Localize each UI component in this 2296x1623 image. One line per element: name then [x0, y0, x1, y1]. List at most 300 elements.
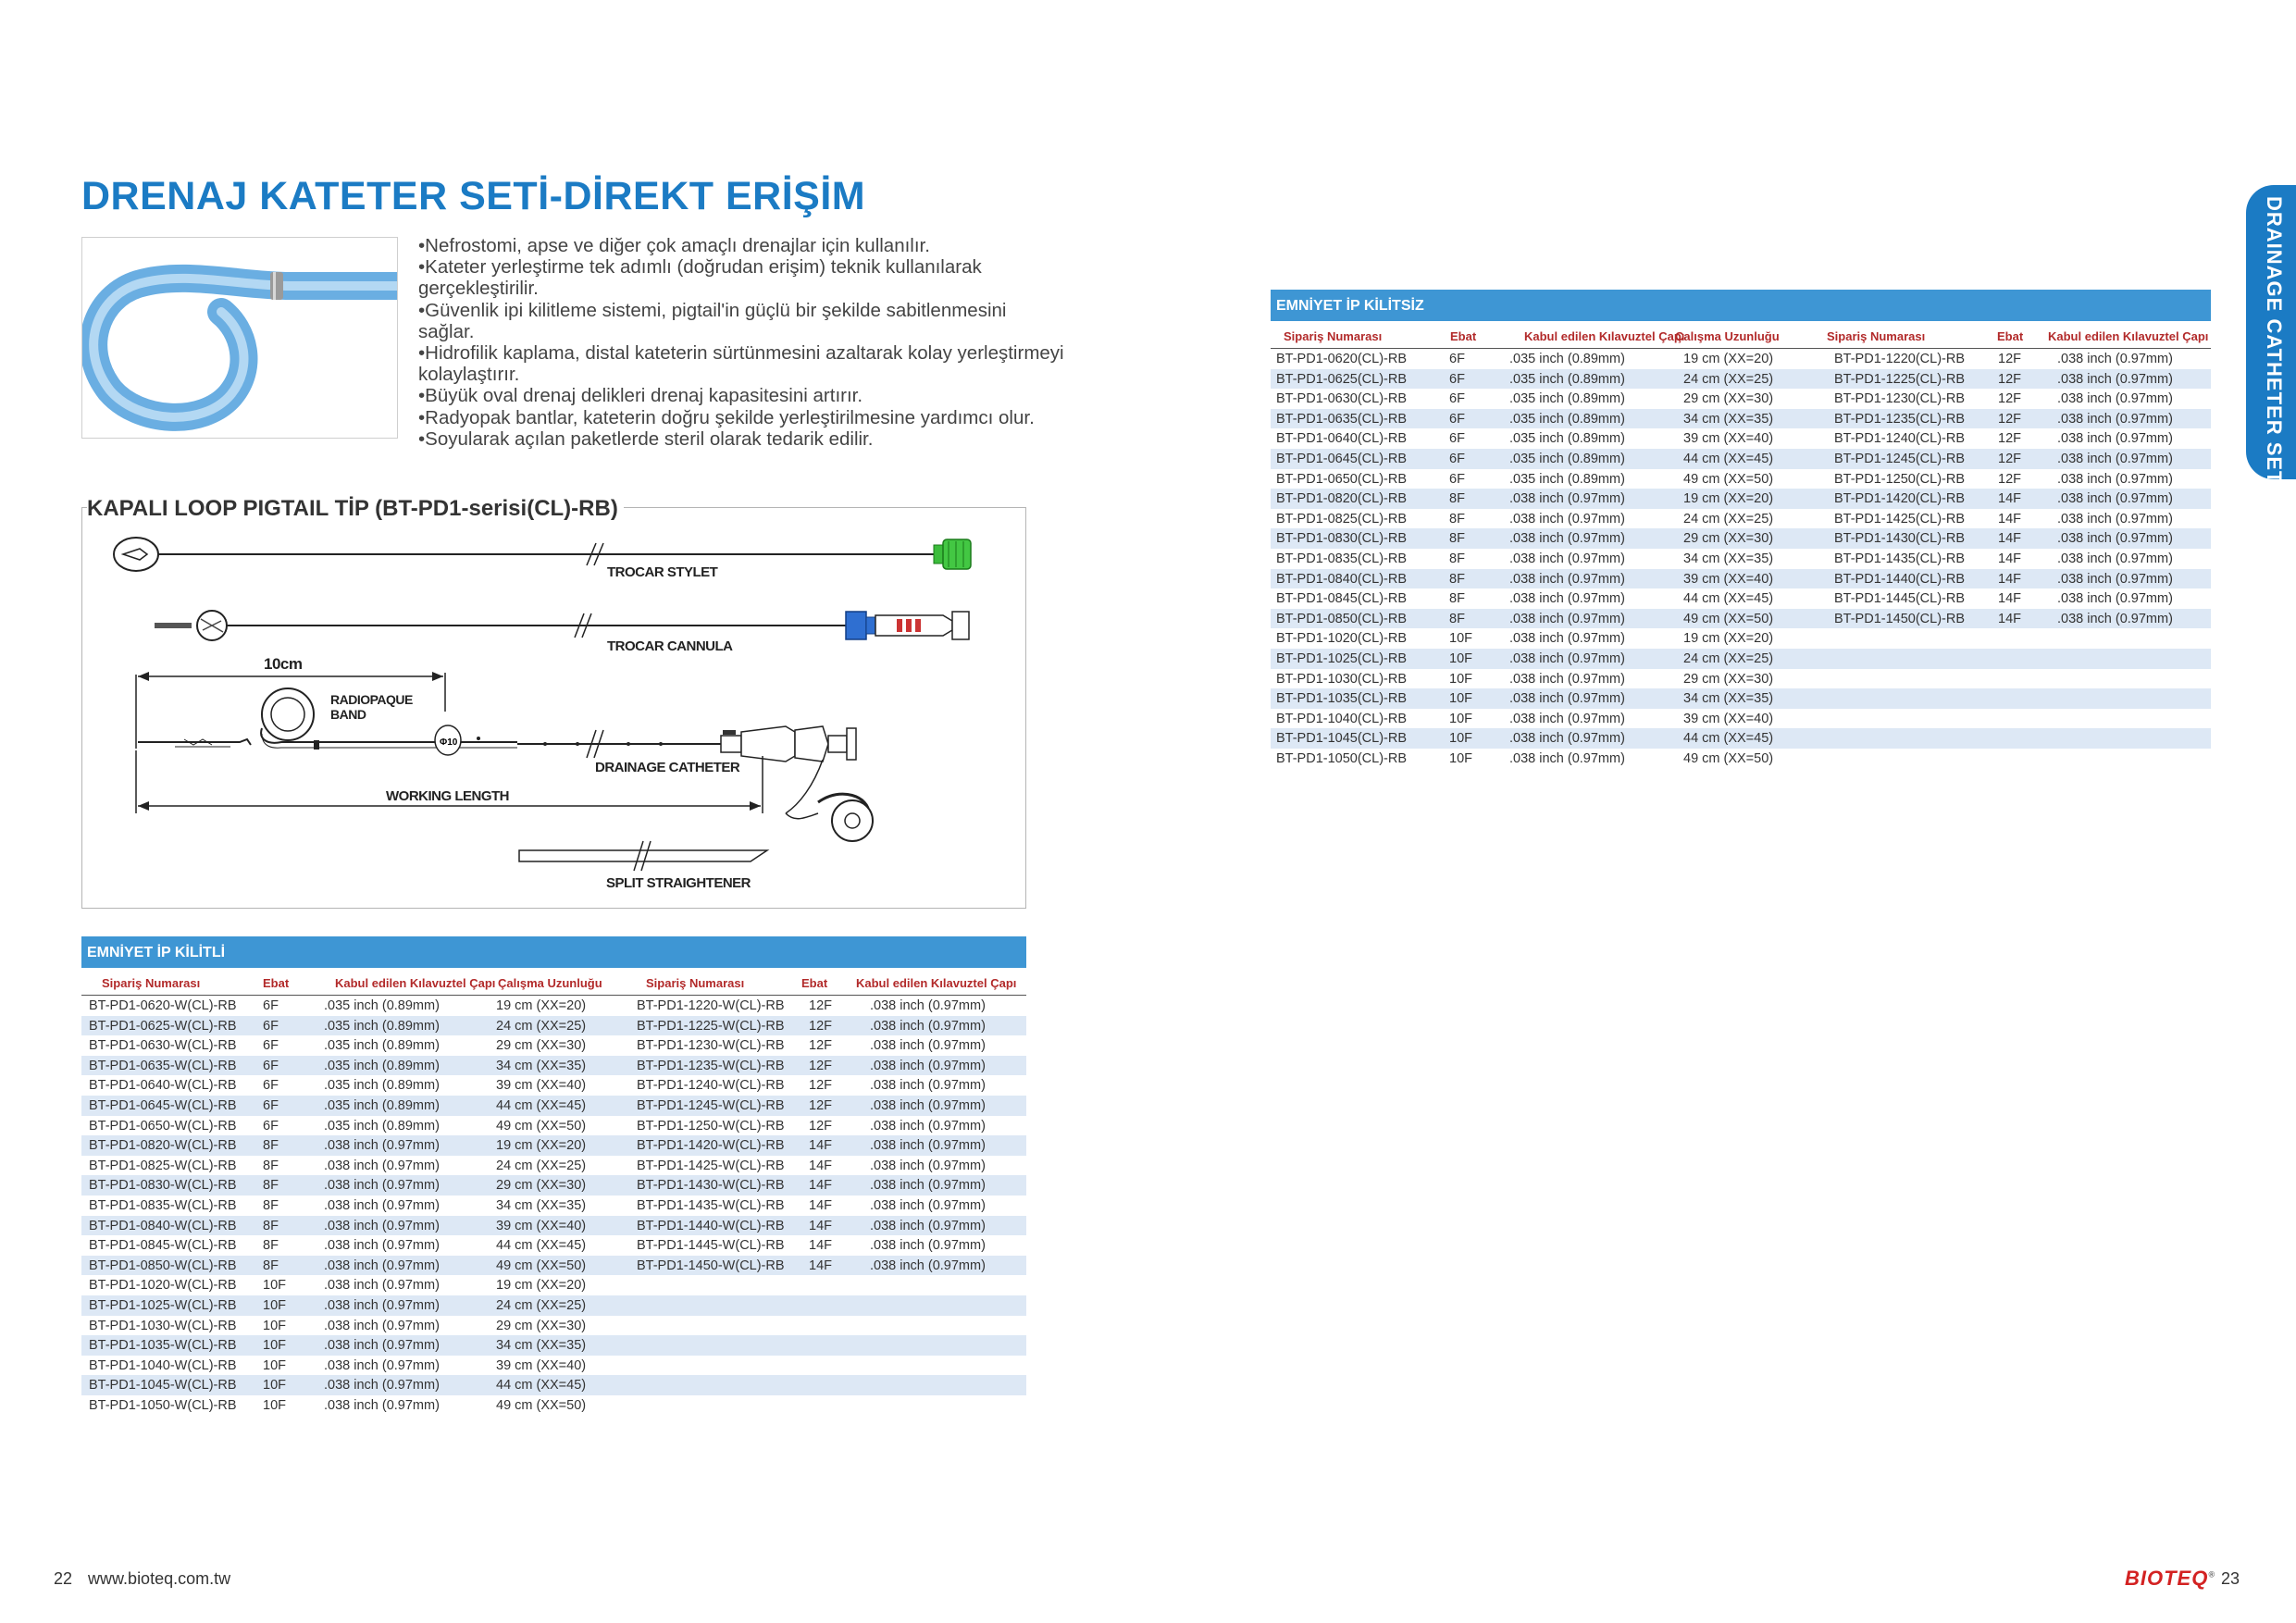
feature-item: •Hidrofilik kaplama, distal kateterin sürtünmesini azaltarak kolay yerleştirmeyi kolaylaştırır. — [418, 342, 1064, 386]
table-cell: .035 inch (0.89mm) — [1509, 471, 1625, 487]
table-cell: .035 inch (0.89mm) — [324, 998, 440, 1013]
table-row — [81, 1016, 1026, 1036]
table-cell: .038 inch (0.97mm) — [2057, 491, 2173, 507]
table-cell: BT-PD1-1425-W(CL)-RB — [637, 1158, 785, 1173]
table-cell: BT-PD1-0635(CL)-RB — [1276, 411, 1408, 427]
table-cell: 49 cm (XX=50) — [496, 1397, 587, 1413]
table-cell: BT-PD1-1445(CL)-RB — [1834, 591, 1966, 607]
table-cell: .035 inch (0.89mm) — [1509, 411, 1625, 427]
table-cell: BT-PD1-1035(CL)-RB — [1276, 691, 1408, 707]
table-cell: .035 inch (0.89mm) — [324, 1038, 440, 1054]
table-body — [81, 996, 1026, 1415]
table-cell: .038 inch (0.97mm) — [870, 1038, 986, 1054]
table-cell: 14F — [809, 1138, 832, 1154]
table-cell: 8F — [1449, 611, 1465, 626]
table-cell: BT-PD1-0630-W(CL)-RB — [89, 1038, 237, 1054]
table-cell: 10F — [263, 1378, 286, 1394]
table-cell: BT-PD1-1225(CL)-RB — [1834, 371, 1966, 387]
table-row — [81, 1156, 1026, 1176]
column-header: Sipariş Numarası — [646, 976, 745, 990]
table-cell: .038 inch (0.97mm) — [870, 1158, 986, 1173]
table-cell: 10F — [1449, 631, 1472, 647]
table-cell: .038 inch (0.97mm) — [324, 1378, 440, 1394]
table-row — [81, 1275, 1026, 1295]
table-cell: BT-PD1-1230(CL)-RB — [1834, 391, 1966, 407]
table-cell: 39 cm (XX=40) — [1683, 431, 1774, 447]
table-cell: 8F — [263, 1138, 279, 1154]
table-cell: BT-PD1-0830(CL)-RB — [1276, 531, 1408, 547]
logo-text: BIOTEQ — [2125, 1567, 2209, 1590]
feature-item: •Radyopak bantlar, kateterin doğru şekilde yerleştirilmesine yardımcı olur. — [418, 406, 1035, 428]
table-cell: .038 inch (0.97mm) — [1509, 671, 1625, 687]
table-header: EMNİYET İP KİLİTLİ — [81, 936, 1026, 968]
table-cell: 10F — [263, 1318, 286, 1333]
table-cell: 49 cm (XX=50) — [496, 1118, 587, 1134]
table-cell: BT-PD1-0635-W(CL)-RB — [89, 1058, 237, 1073]
table-row — [1271, 528, 2211, 549]
table-cell: .038 inch (0.97mm) — [870, 998, 986, 1013]
table-row — [81, 1395, 1026, 1416]
table-row — [81, 1356, 1026, 1376]
table-cell: BT-PD1-1030(CL)-RB — [1276, 671, 1408, 687]
table-cell: .038 inch (0.97mm) — [1509, 611, 1625, 626]
column-header: Kabul edilen Kılavuztel Çapı — [2048, 329, 2209, 343]
table-cell: BT-PD1-0850(CL)-RB — [1276, 611, 1408, 626]
table-cell: 34 cm (XX=35) — [1683, 691, 1774, 707]
table-cell: .035 inch (0.89mm) — [1509, 451, 1625, 466]
table-cell: 44 cm (XX=45) — [1683, 451, 1774, 466]
table-cell: .038 inch (0.97mm) — [324, 1278, 440, 1294]
table-cell: 10F — [263, 1297, 286, 1313]
table-cell: .038 inch (0.97mm) — [2057, 411, 2173, 427]
technical-diagram — [81, 507, 1026, 909]
table-cell: .038 inch (0.97mm) — [870, 1078, 986, 1094]
table-cell: BT-PD1-1050(CL)-RB — [1276, 750, 1408, 766]
table-cell: BT-PD1-1045(CL)-RB — [1276, 731, 1408, 747]
column-header: Ebat — [1450, 329, 1477, 343]
table-cell: 19 cm (XX=20) — [1683, 491, 1774, 507]
table-cell: 29 cm (XX=30) — [496, 1318, 587, 1333]
table-cell: BT-PD1-1435-W(CL)-RB — [637, 1197, 785, 1213]
feature-item: •Soyularak açılan paketlerde steril olarak tedarik edilir. — [418, 427, 874, 450]
table-no-safety-lock — [1271, 290, 2211, 768]
table-cell: 14F — [1998, 571, 2021, 587]
table-cell: 6F — [1449, 451, 1465, 466]
table-cell: 34 cm (XX=35) — [1683, 411, 1774, 427]
table-cell: .038 inch (0.97mm) — [870, 1118, 986, 1134]
pigtail-catheter-illustration — [82, 238, 398, 439]
feature-item: •Güvenlik ipi kilitleme sistemi, pigtail'in güçlü bir şekilde sabitlenmesini sağlar. — [418, 299, 1007, 342]
registered-mark: ® — [2208, 1569, 2215, 1580]
column-header: Kabul edilen Kılavuztel Çapı — [1524, 329, 1685, 343]
table-cell: .038 inch (0.97mm) — [2057, 391, 2173, 407]
table-cell: 34 cm (XX=35) — [496, 1338, 587, 1354]
table-row — [1271, 569, 2211, 589]
table-cell: BT-PD1-0625(CL)-RB — [1276, 371, 1408, 387]
table-cell: .038 inch (0.97mm) — [1509, 731, 1625, 747]
table-cell: 14F — [1998, 551, 2021, 566]
table-cell: BT-PD1-1435(CL)-RB — [1834, 551, 1966, 566]
column-header: Ebat — [1997, 329, 2024, 343]
table-cell: 8F — [263, 1258, 279, 1273]
table-cell: .038 inch (0.97mm) — [1509, 531, 1625, 547]
trocar-cannula-label: TROCAR CANNULA — [607, 638, 733, 654]
table-cell: .035 inch (0.89mm) — [1509, 371, 1625, 387]
table-cell: BT-PD1-0835(CL)-RB — [1276, 551, 1408, 566]
table-cell: .038 inch (0.97mm) — [870, 1178, 986, 1194]
table-row — [81, 1056, 1026, 1076]
table-cell: 14F — [1998, 611, 2021, 626]
table-cell: 19 cm (XX=20) — [1683, 352, 1774, 366]
table-cell: .038 inch (0.97mm) — [324, 1258, 440, 1273]
table-row — [81, 1075, 1026, 1096]
table-cell: 34 cm (XX=35) — [1683, 551, 1774, 566]
table-cell: 44 cm (XX=45) — [496, 1238, 587, 1254]
table-cell: 8F — [1449, 491, 1465, 507]
table-cell: 14F — [1998, 591, 2021, 607]
table-cell: BT-PD1-1025-W(CL)-RB — [89, 1297, 237, 1313]
column-headers — [81, 968, 1026, 996]
table-cell: BT-PD1-1230-W(CL)-RB — [637, 1038, 785, 1054]
column-header: Ebat — [801, 976, 828, 990]
table-cell: 10F — [1449, 750, 1472, 766]
table-cell: .038 inch (0.97mm) — [324, 1318, 440, 1333]
table-body — [1271, 349, 2211, 768]
column-header: Kabul edilen Kılavuztel Çapı — [335, 976, 496, 990]
table-cell: .038 inch (0.97mm) — [1509, 591, 1625, 607]
table-cell: BT-PD1-0830-W(CL)-RB — [89, 1178, 237, 1194]
table-cell: BT-PD1-1420(CL)-RB — [1834, 491, 1966, 507]
table-cell: .038 inch (0.97mm) — [2057, 611, 2173, 626]
table-cell: .035 inch (0.89mm) — [324, 1118, 440, 1134]
table-cell: .038 inch (0.97mm) — [324, 1197, 440, 1213]
table-cell: BT-PD1-1220-W(CL)-RB — [637, 998, 785, 1013]
table-cell: 14F — [1998, 511, 2021, 527]
table-cell: BT-PD1-1250(CL)-RB — [1834, 471, 1966, 487]
table-row — [81, 1295, 1026, 1316]
feature-item: •Kateter yerleştirme tek adımlı (doğrudan erişim) teknik kullanılarak gerçekleştirilir. — [418, 256, 982, 300]
table-cell: .038 inch (0.97mm) — [324, 1238, 440, 1254]
table-cell: 8F — [263, 1197, 279, 1213]
table-cell: 8F — [1449, 511, 1465, 527]
radiopaque-label: RADIOPAQUE — [330, 692, 413, 707]
table-cell: BT-PD1-0835-W(CL)-RB — [89, 1197, 237, 1213]
table-cell: BT-PD1-1040-W(CL)-RB — [89, 1357, 237, 1373]
page-number-right: 23 — [2221, 1569, 2240, 1588]
table-cell: 29 cm (XX=30) — [496, 1178, 587, 1194]
trocar-stylet-label: TROCAR STYLET — [607, 564, 718, 580]
table-row — [1271, 628, 2211, 649]
table-cell: .038 inch (0.97mm) — [1509, 631, 1625, 647]
table-cell: 39 cm (XX=40) — [496, 1218, 587, 1233]
table-row — [1271, 369, 2211, 390]
table-cell: .038 inch (0.97mm) — [870, 1058, 986, 1073]
table-cell: 10F — [1449, 671, 1472, 687]
table-row — [81, 1196, 1026, 1216]
table-row — [81, 1096, 1026, 1116]
table-cell: 10F — [263, 1357, 286, 1373]
table-cell: BT-PD1-1445-W(CL)-RB — [637, 1238, 785, 1254]
table-cell: BT-PD1-1040(CL)-RB — [1276, 711, 1408, 726]
table-cell: BT-PD1-0645-W(CL)-RB — [89, 1097, 237, 1113]
table-cell: BT-PD1-1440(CL)-RB — [1834, 571, 1966, 587]
table-row — [81, 1035, 1026, 1056]
table-cell: .038 inch (0.97mm) — [2057, 591, 2173, 607]
table-cell: 6F — [1449, 411, 1465, 427]
table-row — [1271, 469, 2211, 489]
table-cell: .038 inch (0.97mm) — [324, 1357, 440, 1373]
table-row — [81, 1316, 1026, 1336]
table-safety-lock — [81, 936, 1026, 1415]
table-cell: BT-PD1-0825-W(CL)-RB — [89, 1158, 237, 1173]
table-cell: BT-PD1-0640-W(CL)-RB — [89, 1078, 237, 1094]
table-row — [1271, 509, 2211, 529]
table-cell: .038 inch (0.97mm) — [870, 1097, 986, 1113]
table-cell: 6F — [263, 1058, 279, 1073]
split-straightener-label: SPLIT STRAIGHTENER — [606, 875, 751, 891]
table-row — [1271, 549, 2211, 569]
table-cell: 12F — [809, 1118, 832, 1134]
table-cell: 12F — [1998, 431, 2021, 447]
table-row — [81, 1135, 1026, 1156]
product-image — [81, 237, 398, 439]
table-cell: .038 inch (0.97mm) — [1509, 571, 1625, 587]
table-cell: BT-PD1-0840(CL)-RB — [1276, 571, 1408, 587]
table-cell: BT-PD1-1235-W(CL)-RB — [637, 1058, 785, 1073]
table-cell: 14F — [809, 1258, 832, 1273]
column-header: Çalışma Uzunluğu — [498, 976, 602, 990]
split-straightener-drawing — [519, 841, 767, 891]
table-cell: .038 inch (0.97mm) — [870, 1258, 986, 1273]
table-cell: 6F — [1449, 352, 1465, 366]
table-row — [1271, 609, 2211, 629]
table-cell: .038 inch (0.97mm) — [2057, 551, 2173, 566]
table-cell: BT-PD1-0625-W(CL)-RB — [89, 1018, 237, 1034]
table-cell: BT-PD1-0825(CL)-RB — [1276, 511, 1408, 527]
table-cell: 6F — [263, 1097, 279, 1113]
table-cell: 8F — [1449, 531, 1465, 547]
table-cell: 39 cm (XX=40) — [496, 1078, 587, 1094]
table-cell: 10F — [1449, 650, 1472, 666]
table-row — [1271, 409, 2211, 429]
table-cell: 19 cm (XX=20) — [1683, 631, 1774, 647]
table-cell: BT-PD1-0845-W(CL)-RB — [89, 1238, 237, 1254]
table-cell: BT-PD1-1050-W(CL)-RB — [89, 1397, 237, 1413]
table-cell: 10F — [263, 1397, 286, 1413]
table-cell: 44 cm (XX=45) — [496, 1097, 587, 1113]
table-row — [81, 1235, 1026, 1256]
table-row — [1271, 688, 2211, 709]
table-cell: BT-PD1-0845(CL)-RB — [1276, 591, 1408, 607]
table-cell: .038 inch (0.97mm) — [324, 1158, 440, 1173]
table-cell: .038 inch (0.97mm) — [870, 1197, 986, 1213]
table-row — [81, 1175, 1026, 1196]
table-cell: .038 inch (0.97mm) — [1509, 711, 1625, 726]
table-cell: .038 inch (0.97mm) — [324, 1138, 440, 1154]
table-cell: 12F — [1998, 352, 2021, 366]
table-cell: BT-PD1-0620-W(CL)-RB — [89, 998, 237, 1013]
column-header: Ebat — [263, 976, 290, 990]
table-cell: 6F — [1449, 371, 1465, 387]
table-row — [1271, 489, 2211, 509]
table-cell: BT-PD1-1020-W(CL)-RB — [89, 1278, 237, 1294]
table-cell: BT-PD1-1425(CL)-RB — [1834, 511, 1966, 527]
table-row — [1271, 588, 2211, 609]
table-cell: BT-PD1-1235(CL)-RB — [1834, 411, 1966, 427]
table-cell: 8F — [263, 1158, 279, 1173]
trocar-cannula-drawing — [155, 611, 969, 654]
table-cell: BT-PD1-0850-W(CL)-RB — [89, 1258, 237, 1273]
table-cell: .038 inch (0.97mm) — [324, 1218, 440, 1233]
table-cell: BT-PD1-1450-W(CL)-RB — [637, 1258, 785, 1273]
table-cell: .035 inch (0.89mm) — [1509, 391, 1625, 407]
table-cell: 29 cm (XX=30) — [1683, 531, 1774, 547]
table-cell: .035 inch (0.89mm) — [1509, 431, 1625, 447]
table-cell: BT-PD1-0840-W(CL)-RB — [89, 1218, 237, 1233]
table-cell: 8F — [263, 1238, 279, 1254]
table-cell: .038 inch (0.97mm) — [1509, 750, 1625, 766]
table-cell: 24 cm (XX=25) — [496, 1297, 587, 1313]
table-cell: 10F — [263, 1278, 286, 1294]
table-cell: 14F — [809, 1238, 832, 1254]
column-header: Kabul edilen Kılavuztel Çapı — [856, 976, 1017, 990]
table-cell: .035 inch (0.89mm) — [324, 1078, 440, 1094]
table-cell: BT-PD1-0650(CL)-RB — [1276, 471, 1408, 487]
table-cell: BT-PD1-1035-W(CL)-RB — [89, 1338, 237, 1354]
table-cell: .038 inch (0.97mm) — [870, 1138, 986, 1154]
table-cell: BT-PD1-1245(CL)-RB — [1834, 451, 1966, 466]
table-cell: 24 cm (XX=25) — [496, 1158, 587, 1173]
table-cell: .035 inch (0.89mm) — [324, 1097, 440, 1113]
table-cell: BT-PD1-1045-W(CL)-RB — [89, 1378, 237, 1394]
diameter-label: Φ10 — [440, 737, 458, 748]
table-cell: 44 cm (XX=45) — [1683, 731, 1774, 747]
table-cell: .038 inch (0.97mm) — [1509, 691, 1625, 707]
table-row — [1271, 649, 2211, 669]
table-cell: .038 inch (0.97mm) — [2057, 431, 2173, 447]
table-cell: 10F — [1449, 691, 1472, 707]
table-cell: BT-PD1-0640(CL)-RB — [1276, 431, 1408, 447]
column-header: Çalışma Uzunluğu — [1675, 329, 1780, 343]
table-cell: BT-PD1-0650-W(CL)-RB — [89, 1118, 237, 1134]
page-title: DRENAJ KATETER SETİ-DİREKT ERİŞİM — [81, 174, 866, 218]
table-row — [81, 1335, 1026, 1356]
table-header: EMNİYET İP KİLİTSİZ — [1271, 290, 2211, 321]
table-cell: 14F — [809, 1197, 832, 1213]
table-row — [1271, 349, 2211, 369]
bioteq-logo — [2125, 1567, 2215, 1591]
table-cell: BT-PD1-0645(CL)-RB — [1276, 451, 1408, 466]
table-row — [1271, 749, 2211, 769]
table-row — [81, 1375, 1026, 1395]
table-cell: .038 inch (0.97mm) — [2057, 511, 2173, 527]
table-cell: BT-PD1-1030-W(CL)-RB — [89, 1318, 237, 1333]
table-cell: BT-PD1-1240(CL)-RB — [1834, 431, 1966, 447]
table-cell: 49 cm (XX=50) — [1683, 750, 1774, 766]
table-cell: .038 inch (0.97mm) — [870, 1018, 986, 1034]
table-cell: 12F — [809, 1038, 832, 1054]
table-cell: 6F — [1449, 471, 1465, 487]
table-cell: BT-PD1-1020(CL)-RB — [1276, 631, 1408, 647]
table-cell: 34 cm (XX=35) — [496, 1197, 587, 1213]
table-cell: 12F — [1998, 391, 2021, 407]
table-cell: .038 inch (0.97mm) — [1509, 551, 1625, 566]
ten-cm-label: 10cm — [264, 655, 303, 673]
table-cell: BT-PD1-0620(CL)-RB — [1276, 352, 1408, 366]
table-cell: 29 cm (XX=30) — [496, 1038, 587, 1054]
table-cell: 6F — [1449, 431, 1465, 447]
table-cell: .035 inch (0.89mm) — [1509, 352, 1625, 366]
table-cell: 12F — [1998, 471, 2021, 487]
table-cell: BT-PD1-1245-W(CL)-RB — [637, 1097, 785, 1113]
table-cell: 19 cm (XX=20) — [496, 1278, 587, 1294]
table-cell: .038 inch (0.97mm) — [2057, 371, 2173, 387]
table-cell: BT-PD1-1430(CL)-RB — [1834, 531, 1966, 547]
table-cell: 12F — [809, 998, 832, 1013]
table-row — [1271, 709, 2211, 729]
table-cell: 6F — [263, 1118, 279, 1134]
table-cell: .038 inch (0.97mm) — [1509, 650, 1625, 666]
table-cell: BT-PD1-1250-W(CL)-RB — [637, 1118, 785, 1134]
table-cell: .038 inch (0.97mm) — [870, 1238, 986, 1254]
table-cell: 14F — [809, 1218, 832, 1233]
table-cell: 14F — [1998, 531, 2021, 547]
table-cell: 12F — [809, 1018, 832, 1034]
table-row — [1271, 389, 2211, 409]
table-cell: 29 cm (XX=30) — [1683, 671, 1774, 687]
table-cell: 14F — [809, 1158, 832, 1173]
table-cell: 12F — [1998, 411, 2021, 427]
table-cell: 6F — [1449, 391, 1465, 407]
table-cell: 49 cm (XX=50) — [1683, 611, 1774, 626]
side-tab-label: DRAINAGE CATHETER SET — [2263, 196, 2286, 485]
table-cell: 12F — [1998, 451, 2021, 466]
table-cell: 6F — [263, 1078, 279, 1094]
table-cell: .038 inch (0.97mm) — [324, 1178, 440, 1194]
table-cell: 39 cm (XX=40) — [496, 1357, 587, 1373]
table-cell: 19 cm (XX=20) — [496, 998, 587, 1013]
table-cell: BT-PD1-1430-W(CL)-RB — [637, 1178, 785, 1194]
table-cell: .038 inch (0.97mm) — [1509, 511, 1625, 527]
drainage-catheter-label: DRAINAGE CATHETER — [595, 760, 740, 775]
table-cell: .035 inch (0.89mm) — [324, 1018, 440, 1034]
footer-left — [54, 1569, 230, 1589]
table-cell: 34 cm (XX=35) — [496, 1058, 587, 1073]
table-cell: .038 inch (0.97mm) — [2057, 352, 2173, 366]
table-cell: .038 inch (0.97mm) — [324, 1338, 440, 1354]
page-number-left: 22 — [54, 1569, 73, 1588]
column-header: Sipariş Numarası — [1827, 329, 1926, 343]
table-cell: .038 inch (0.97mm) — [324, 1397, 440, 1413]
table-cell: 24 cm (XX=25) — [1683, 650, 1774, 666]
table-cell: 10F — [1449, 711, 1472, 726]
table-cell: BT-PD1-1240-W(CL)-RB — [637, 1078, 785, 1094]
table-cell: BT-PD1-1440-W(CL)-RB — [637, 1218, 785, 1233]
feature-item: •Nefrostomi, apse ve diğer çok amaçlı drenajlar için kullanılır. — [418, 235, 930, 256]
table-cell: BT-PD1-0630(CL)-RB — [1276, 391, 1408, 407]
table-cell: 10F — [263, 1338, 286, 1354]
table-row — [1271, 428, 2211, 449]
table-cell: 44 cm (XX=45) — [496, 1378, 587, 1394]
table-cell: 14F — [1998, 491, 2021, 507]
website-link[interactable]: www.bioteq.com.tw — [88, 1569, 231, 1588]
table-cell: .038 inch (0.97mm) — [2057, 531, 2173, 547]
table-cell: 24 cm (XX=25) — [496, 1018, 587, 1034]
table-cell: 12F — [809, 1058, 832, 1073]
band-label: BAND — [330, 707, 366, 722]
table-cell: .038 inch (0.97mm) — [2057, 451, 2173, 466]
table-cell: 8F — [263, 1178, 279, 1194]
